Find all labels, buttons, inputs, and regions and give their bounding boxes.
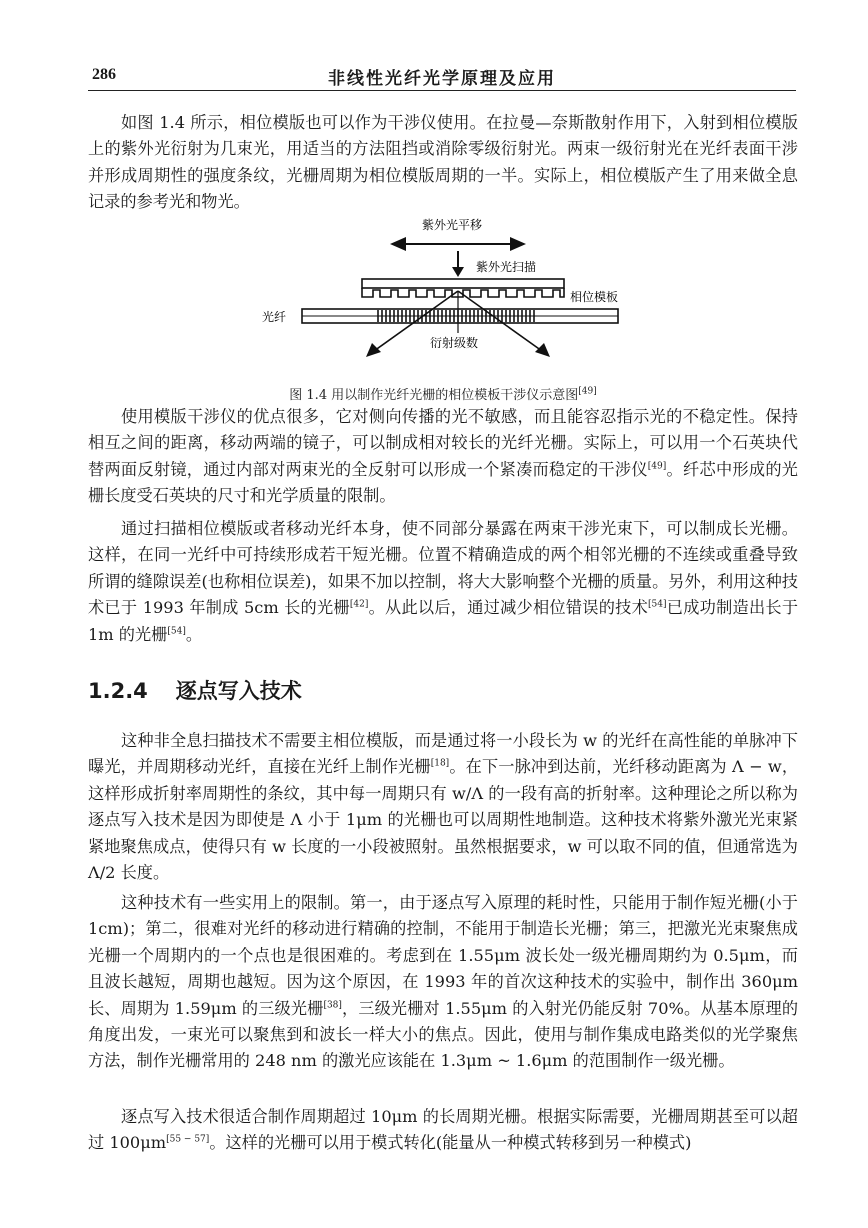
paragraph-2 xyxy=(88,404,798,510)
paragraph-2-text: 使用模版干涉仪的优点很多，它对侧向传播的光不敏感，而且能容忍指示光的不稳定性。保持相互之间的距离，移动两端的镜子，可以制成相对较长的光纤光栅。实际上，可以用一个石英块代替两面反射镜，通过内部对两束光的全反射可以形成一个紧凑而稳定的干涉仪 xyxy=(88,407,798,479)
label-diffraction-orders: 衍射级数 xyxy=(430,336,479,350)
page-header xyxy=(88,64,796,91)
paragraph-4-tail: 。在下一脉冲到达前，光纤移动距离为 Λ − w，这样形成折射率周期性的条纹，其中每一周期只有 w/Λ 的一段有高的折射率。这种理论之所以称为逐点写入技术是因为即使是 Λ 小于 1μm 的光栅也可以周期性地制造。这种技术将紫外激光光束紧紧地聚焦成点，使得只有 w 长度的一小段被照射。虽然根据要求，w 可以取不同的值，但通常选为 Λ/2 长度。 xyxy=(88,757,799,883)
paragraph-1-text: 如图 1.4 所示，相位模版也可以作为干涉仪使用。在拉曼—奈斯散射作用下，入射到相位模版上的紫外光衍射为几束光，用适当的方法阻挡或消除零级衍射光。两束一级衍射光在光纤表面干涉并形成周期性的强度条纹，光栅周期为相位模版周期的一半。实际上，相位模版产生了用来做全息记录的参考光和物光。 xyxy=(88,113,798,212)
paragraph-6-tail: 。这样的光栅可以用于模式转化(能量从一种模式转移到另一种模式) xyxy=(209,1133,692,1153)
label-phase-mask: 相位模板 xyxy=(570,290,619,304)
paragraph-4 xyxy=(88,728,798,886)
section-number: 1.2.4 xyxy=(88,679,148,703)
paragraph-5-ref: [38] xyxy=(323,1000,342,1011)
paragraph-6-text: 逐点写入技术很适合制作周期超过 10μm 的长周期光栅。根据实际需要，光栅周期甚至可以超过 100μm xyxy=(88,1107,798,1153)
paragraph-3-ref-2: [54] xyxy=(648,599,667,610)
section-title: 逐点写入技术 xyxy=(175,679,302,703)
translate-arrow-icon xyxy=(390,237,526,251)
figure-caption xyxy=(88,384,798,403)
paragraph-3-mid: 。从此以后，通过减少相位错误的技术 xyxy=(368,598,649,618)
book-title: 非线性光纤光学原理及应用 xyxy=(328,69,556,89)
paragraph-3-end: 。 xyxy=(185,624,203,644)
paragraph-3 xyxy=(88,516,798,648)
paragraph-5 xyxy=(88,890,798,1075)
paragraph-6-ref: [55 − 57] xyxy=(166,1135,210,1146)
uv-beam-arrow-icon xyxy=(452,251,464,277)
fiber-shape xyxy=(302,309,618,323)
paragraph-5-text: 这种技术有一些实用上的限制。第一，由于逐点写入原理的耗时性，只能用于制作短光栅(小于 1cm)；第二，很难对光纤的移动进行精确的控制，不能用于制造长光栅；第三，把激光光束聚焦成光栅一个周期内的一个点也是很困难的。考虑到在 1.55μm 波长处一级光栅周期约为 0.5μm，而且波长越短，周期也越短。因为这个原因，在 1993 年的首次这种技术的实验中，制作出 360μm 长、周期为 1.59μm 的三级光栅 xyxy=(88,893,798,1018)
paragraph-4-text: 这种非全息扫描技术不需要主相位模版，而是通过将一小段长为 w 的光纤在高性能的单脉冲下曝光，并周期移动光纤，直接在光纤上制作光栅 xyxy=(88,731,798,777)
label-uv-scan: 紫外光扫描 xyxy=(476,260,537,274)
figure-caption-text: 图 1.4 用以制作光纤光栅的相位模板干涉仪示意图 xyxy=(289,388,579,403)
page-number: 286 xyxy=(92,66,116,83)
paragraph-3-ref-1: [42] xyxy=(349,599,369,610)
paragraph-2-ref: [49] xyxy=(647,461,667,472)
label-uv-translate: 紫外光平移 xyxy=(422,218,483,232)
label-fiber: 光纤 xyxy=(262,310,287,324)
paragraph-3-tail: 已成功制造出长于 1m 的光栅 xyxy=(88,598,799,644)
paragraph-2-tail: 。纤芯中形成的光栅长度受石英块的尺寸和光学质量的限制。 xyxy=(88,459,798,506)
paragraph-4-ref: [18] xyxy=(430,759,450,770)
paragraph-3-text: 通过扫描相位模版或者移动光纤本身，使不同部分暴露在两束干涉光束下，可以制成长光栅。这样，在同一光纤中可持续形成若干短光栅。位置不精确造成的两个相邻光栅的不连续或重叠导致所谓的缝隙误差(也称相位误差)，如果不加以控制，将大大影响整个光栅的质量。另外，利用这种技术已于 1993 年制成 5cm 长的光栅 xyxy=(88,519,798,618)
paragraph-1 xyxy=(88,110,798,216)
paragraph-3-ref-3: [54] xyxy=(167,626,186,637)
paragraph-5-tail: ，三级光栅对 1.55μm 的入射光仍能反射 70%。从基本原理的角度出发，一束光可以聚焦到和波长一样大小的焦点。因此，使用与制作集成电路类似的光学聚焦方法，制作光栅常用的 248 nm 的激光应该能在 1.3μm ~ 1.6μm 的范围制作一级光栅。 xyxy=(88,998,799,1071)
figure-caption-ref: [49] xyxy=(578,386,597,397)
paragraph-6 xyxy=(88,1104,798,1157)
section-heading xyxy=(88,675,302,705)
phase-mask-figure xyxy=(230,215,650,375)
